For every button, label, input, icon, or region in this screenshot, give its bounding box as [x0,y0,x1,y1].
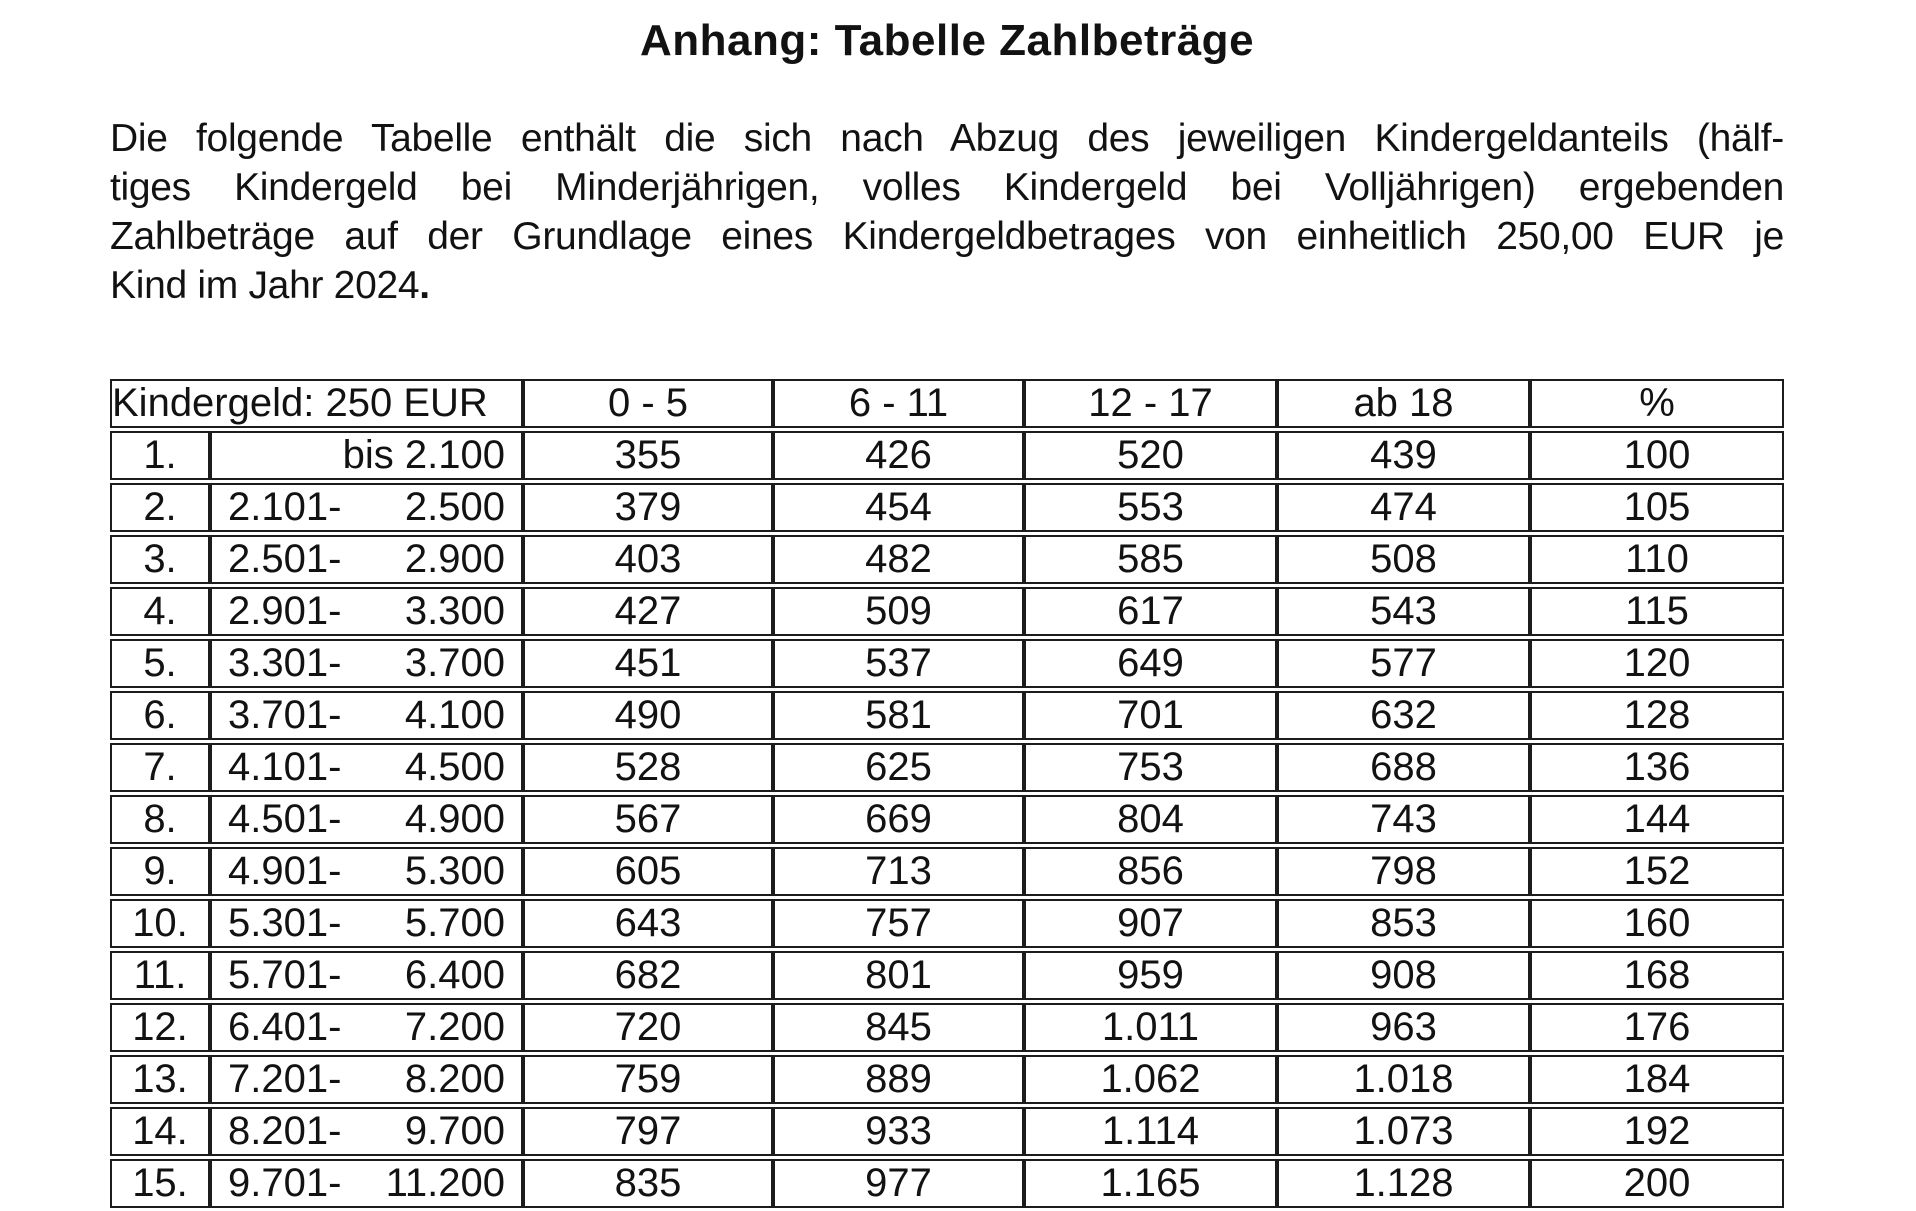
table-header-row [110,379,1784,428]
income-range-lower: 7.201- [228,1057,342,1101]
percent-cell: 152 [1530,847,1784,896]
amount-cell-0-5: 835 [523,1159,773,1208]
amount-cell-6-11: 977 [773,1159,1024,1208]
amount-cell-ab-18: 1.073 [1277,1107,1530,1156]
income-range-wrap [212,1057,521,1102]
amount-cell-12-17: 585 [1024,535,1277,584]
income-range-wrap [212,589,521,634]
amount-cell-0-5: 682 [523,951,773,1000]
income-range-cell [210,847,523,896]
income-range-upper: 4.100 [404,693,505,737]
amount-cell-ab-18: 577 [1277,639,1530,688]
amount-cell-12-17: 520 [1024,431,1277,480]
income-range-cell [210,483,523,532]
amount-cell-ab-18: 853 [1277,899,1530,948]
income-range-upper: 5.300 [404,849,505,893]
income-range-lower: 2.501- [228,537,342,581]
table-body [110,431,1784,1208]
income-range-cell [210,1159,523,1208]
paragraph-line-3: Zahlbeträge auf der Grundlage eines Kindergeldbetrages von einheitlich 250,00 EUR je [110,215,1784,258]
income-range-lower: 3.301- [228,641,342,685]
income-range-upper: 11.200 [385,1161,505,1205]
row-number-cell: 7. [110,743,210,792]
amount-cell-0-5: 797 [523,1107,773,1156]
income-range-cell [210,951,523,1000]
table-row [110,951,1784,1000]
income-range-wrap [212,433,521,478]
amount-cell-12-17: 1.114 [1024,1107,1277,1156]
amount-cell-6-11: 889 [773,1055,1024,1104]
amount-cell-ab-18: 439 [1277,431,1530,480]
age-group-header-0-5: 0 - 5 [523,379,773,428]
amount-cell-6-11: 845 [773,1003,1024,1052]
amount-cell-12-17: 804 [1024,795,1277,844]
percent-cell: 160 [1530,899,1784,948]
amount-cell-6-11: 454 [773,483,1024,532]
row-number-cell: 8. [110,795,210,844]
income-range-wrap [212,1161,521,1206]
age-group-header-ab-18: ab 18 [1277,379,1530,428]
amount-cell-6-11: 482 [773,535,1024,584]
income-range-cell [210,1107,523,1156]
income-range-upper: 3.700 [404,641,505,685]
amount-cell-ab-18: 474 [1277,483,1530,532]
amount-cell-12-17: 1.165 [1024,1159,1277,1208]
amount-cell-6-11: 426 [773,431,1024,480]
row-number-cell: 1. [110,431,210,480]
table-row [110,1107,1784,1156]
row-number-cell: 2. [110,483,210,532]
paragraph-line-2: tiges Kindergeld bei Minderjährigen, volles Kindergeld bei Volljährigen) ergebenden [110,166,1784,209]
paragraph-line-1: Die folgende Tabelle enthält die sich nach Abzug des jeweiligen Kindergeldanteils (hälf- [110,117,1784,160]
amount-cell-0-5: 528 [523,743,773,792]
income-range-wrap [212,745,521,790]
kindergeld-header-cell: Kindergeld: 250 EUR [110,379,523,428]
amount-cell-6-11: 581 [773,691,1024,740]
amount-cell-ab-18: 1.018 [1277,1055,1530,1104]
row-number-cell: 5. [110,639,210,688]
percent-cell: 168 [1530,951,1784,1000]
income-range-wrap [212,901,521,946]
income-range-lower: 4.101- [228,745,342,789]
amount-cell-6-11: 509 [773,587,1024,636]
amount-cell-12-17: 907 [1024,899,1277,948]
amount-cell-0-5: 759 [523,1055,773,1104]
amount-cell-6-11: 625 [773,743,1024,792]
income-range-cell [210,587,523,636]
percent-cell: 100 [1530,431,1784,480]
amount-cell-0-5: 720 [523,1003,773,1052]
percent-cell: 120 [1530,639,1784,688]
amount-cell-12-17: 1.011 [1024,1003,1277,1052]
paragraph-line-4 [110,261,1784,310]
percent-cell: 110 [1530,535,1784,584]
row-number-cell: 10. [110,899,210,948]
income-range-cell [210,795,523,844]
paragraph-line-4-text: Kind im Jahr 2024 [110,264,420,307]
amount-cell-6-11: 537 [773,639,1024,688]
amount-cell-ab-18: 908 [1277,951,1530,1000]
row-number-cell: 13. [110,1055,210,1104]
amount-cell-ab-18: 688 [1277,743,1530,792]
income-range-lower: 3.701- [228,693,342,737]
amount-cell-6-11: 669 [773,795,1024,844]
amount-cell-6-11: 801 [773,951,1024,1000]
page-title: Anhang: Tabelle Zahlbeträge [639,16,1255,65]
income-range-cell [210,743,523,792]
income-range-wrap [212,797,521,842]
row-number-cell: 9. [110,847,210,896]
income-range-upper: 2.900 [404,537,505,581]
amount-cell-6-11: 713 [773,847,1024,896]
amount-cell-12-17: 553 [1024,483,1277,532]
income-range-cell [210,691,523,740]
income-range-lower: 5.701- [228,953,342,997]
amount-cell-ab-18: 543 [1277,587,1530,636]
intro-paragraph [110,114,1784,310]
page-content [110,0,1784,1211]
amount-cell-0-5: 379 [523,483,773,532]
age-group-header-6-11: 6 - 11 [773,379,1024,428]
percent-header: % [1530,379,1784,428]
income-range-upper: 4.900 [404,797,505,841]
amount-cell-6-11: 933 [773,1107,1024,1156]
percent-cell: 192 [1530,1107,1784,1156]
income-range-wrap [212,849,521,894]
income-range-wrap [212,953,521,998]
income-range-wrap [212,693,521,738]
percent-cell: 184 [1530,1055,1784,1104]
table-row [110,899,1784,948]
amount-cell-ab-18: 632 [1277,691,1530,740]
income-range-lower: 9.701- [228,1161,342,1205]
income-range-cell [210,639,523,688]
table-row [110,847,1784,896]
amount-cell-ab-18: 508 [1277,535,1530,584]
income-range-upper: 2.500 [404,485,505,529]
amount-cell-0-5: 567 [523,795,773,844]
amount-cell-ab-18: 1.128 [1277,1159,1530,1208]
income-range-upper: 5.700 [404,901,505,945]
table-row [110,1055,1784,1104]
row-number-cell: 4. [110,587,210,636]
income-range-upper: 3.300 [404,589,505,633]
table-row [110,431,1784,480]
percent-cell: 200 [1530,1159,1784,1208]
row-number-cell: 6. [110,691,210,740]
amount-cell-ab-18: 743 [1277,795,1530,844]
table-row [110,587,1784,636]
income-range-lower: 6.401- [228,1005,342,1049]
income-range-wrap [212,1005,521,1050]
amount-cell-12-17: 617 [1024,587,1277,636]
income-range-upper: 4.500 [404,745,505,789]
income-range-wrap [212,537,521,582]
income-range-lower: 4.901- [228,849,342,893]
amount-cell-0-5: 403 [523,535,773,584]
table-row [110,483,1784,532]
percent-cell: 128 [1530,691,1784,740]
income-range-upper: 6.400 [404,953,505,997]
table-row [110,639,1784,688]
percent-cell: 176 [1530,1003,1784,1052]
percent-cell: 105 [1530,483,1784,532]
amount-cell-0-5: 427 [523,587,773,636]
income-range-cell [210,1055,523,1104]
table-row [110,691,1784,740]
income-range-wrap [212,1109,521,1154]
income-range-lower: 4.501- [228,797,342,841]
income-range-lower: 2.901- [228,589,342,633]
row-number-cell: 14. [110,1107,210,1156]
percent-cell: 144 [1530,795,1784,844]
table-row [110,1003,1784,1052]
income-range-cell [210,535,523,584]
income-range-upper: 8.200 [404,1057,505,1101]
table-row [110,535,1784,584]
row-number-cell: 15. [110,1159,210,1208]
table-row [110,743,1784,792]
amount-cell-12-17: 753 [1024,743,1277,792]
income-range-upper: 9.700 [404,1109,505,1153]
amount-cell-0-5: 490 [523,691,773,740]
paragraph-bold-period: . [419,264,430,307]
row-number-cell: 11. [110,951,210,1000]
zahlbetraege-table [110,376,1784,1211]
income-range-lower: 5.301- [228,901,342,945]
table-row [110,1159,1784,1208]
amount-cell-0-5: 451 [523,639,773,688]
amount-cell-ab-18: 963 [1277,1003,1530,1052]
income-range-cell [210,1003,523,1052]
income-range-cell [210,431,523,480]
income-range-cell [210,899,523,948]
amount-cell-0-5: 643 [523,899,773,948]
age-group-header-12-17: 12 - 17 [1024,379,1277,428]
income-range-upper: 7.200 [404,1005,505,1049]
row-number-cell: 12. [110,1003,210,1052]
income-range-upper: bis 2.100 [342,433,505,477]
amount-cell-6-11: 757 [773,899,1024,948]
amount-cell-12-17: 1.062 [1024,1055,1277,1104]
amount-cell-12-17: 959 [1024,951,1277,1000]
income-range-lower: 8.201- [228,1109,342,1153]
amount-cell-0-5: 605 [523,847,773,896]
amount-cell-12-17: 856 [1024,847,1277,896]
income-range-lower: 2.101- [228,485,342,529]
amount-cell-12-17: 701 [1024,691,1277,740]
income-range-wrap [212,485,521,530]
income-range-wrap [212,641,521,686]
percent-cell: 136 [1530,743,1784,792]
amount-cell-0-5: 355 [523,431,773,480]
amount-cell-ab-18: 798 [1277,847,1530,896]
amount-cell-12-17: 649 [1024,639,1277,688]
table-row [110,795,1784,844]
percent-cell: 115 [1530,587,1784,636]
row-number-cell: 3. [110,535,210,584]
